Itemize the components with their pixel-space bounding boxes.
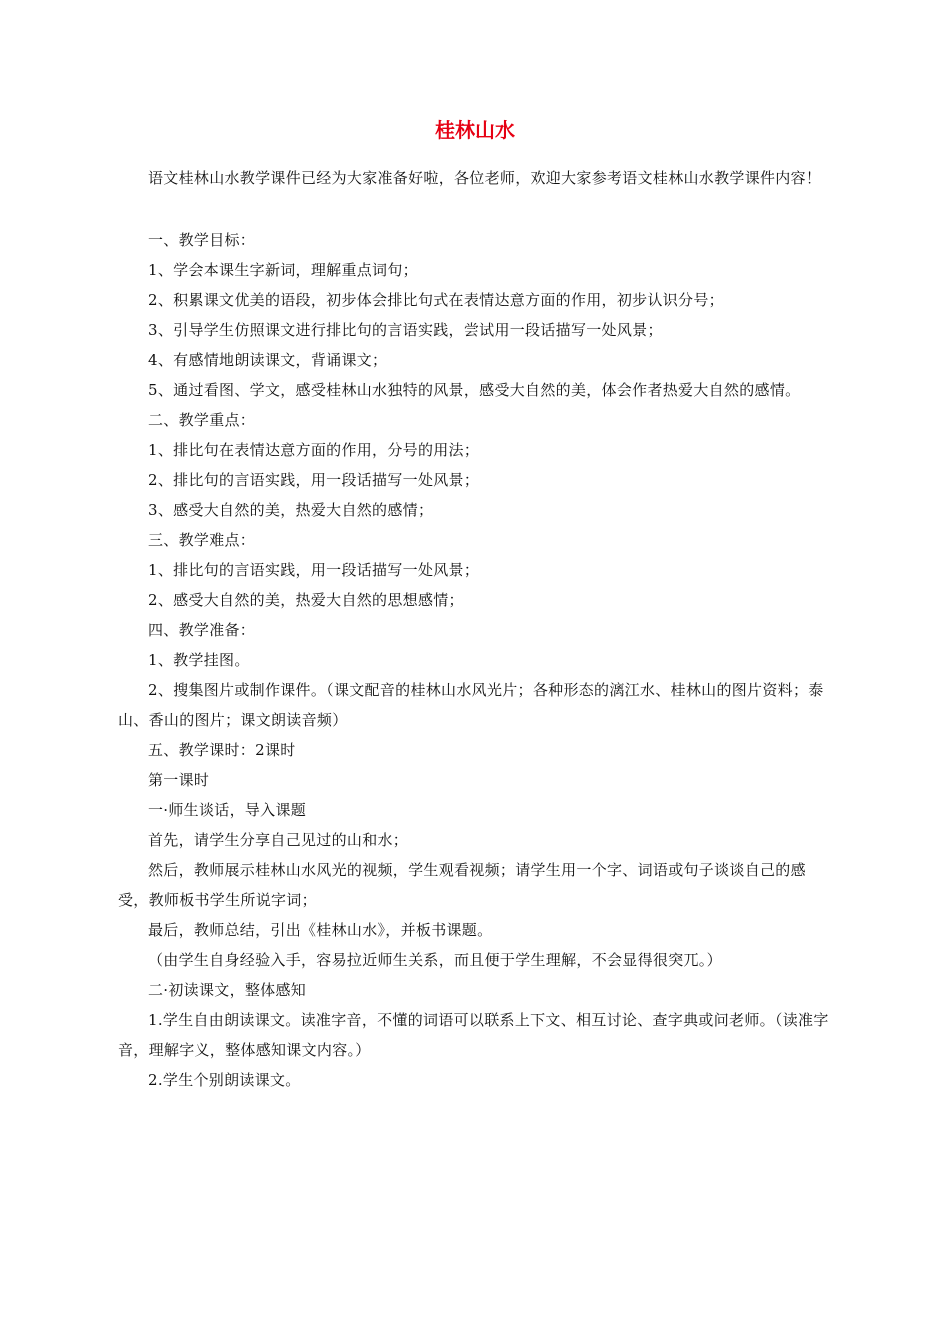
preparation-item-1: 1、教学挂图。 (148, 651, 250, 669)
step-1-finally: 最后，教师总结，引出《桂林山水》，并板书课题。 (148, 921, 493, 939)
first-lesson-heading: 第一课时 (148, 771, 210, 789)
step-heading-2: 二·初读课文，整体感知 (148, 981, 307, 999)
step-1-then: 然后，教师展示桂林山水风光的视频，学生观看视频；请学生用一个字、词语或句子谈谈自己的感受，教师板书学生所说字词； (118, 861, 806, 909)
step-1-note: （由学生自身经验入手，容易拉近师生关系，而且便于学生理解，不会显得很突兀。） (148, 951, 722, 969)
step-2-item-2: 2.学生个别朗读课文。 (148, 1071, 301, 1089)
step-1-first: 首先，请学生分享自己见过的山和水； (148, 831, 409, 849)
key-point-item-3: 3、感受大自然的美，热爱大自然的感情； (148, 501, 434, 519)
document-body (118, 163, 834, 1095)
goal-item-1: 1、学会本课生字新词，理解重点词句； (148, 261, 418, 279)
paragraph-gap (118, 193, 834, 225)
preparation-item-2: 2、搜集图片或制作课件。（课文配音的桂林山水风光片；各种形态的漓江水、桂林山的图片资料；泰山、香山的图片；课文朗读音频） (118, 681, 824, 729)
goal-item-5: 5、通过看图、学文，感受桂林山水独特的风景，感受大自然的美，体会作者热爱大自然的感情。 (148, 381, 801, 399)
key-point-item-2: 2、排比句的言语实践，用一段话描写一处风景； (148, 471, 480, 489)
step-2-item-1: 1.学生自由朗读课文。读准字音，不懂的词语可以联系上下文、相互讨论、查字典或问老师。（读准字音，理解字义，整体感知课文内容。） (118, 1011, 829, 1059)
section-heading-difficulties: 三、教学难点： (148, 531, 256, 549)
step-heading-1: 一·师生谈话，导入课题 (148, 801, 307, 819)
section-heading-goals: 一、教学目标： (148, 231, 256, 249)
section-heading-preparation: 四、教学准备： (148, 621, 256, 639)
intro-paragraph: 语文桂林山水教学课件已经为大家准备好啦，各位老师，欢迎大家参考语文桂林山水教学课件内容！ (148, 169, 822, 187)
goal-item-2: 2、积累课文优美的语段，初步体会排比句式在表情达意方面的作用，初步认识分号； (148, 291, 724, 309)
goal-item-4: 4、有感情地朗读课文，背诵课文； (148, 351, 388, 369)
goal-item-3: 3、引导学生仿照课文进行排比句的言语实践，尝试用一段话描写一处风景； (148, 321, 663, 339)
section-heading-class-hours: 五、教学课时：2课时 (148, 741, 296, 759)
document-title: 桂林山水 (435, 118, 515, 142)
section-heading-key-points: 二、教学重点： (148, 411, 256, 429)
difficulty-item-2: 2、感受大自然的美，热爱大自然的思想感情； (148, 591, 464, 609)
difficulty-item-1: 1、排比句的言语实践，用一段话描写一处风景； (148, 561, 480, 579)
key-point-item-1: 1、排比句在表情达意方面的作用，分号的用法； (148, 441, 480, 459)
